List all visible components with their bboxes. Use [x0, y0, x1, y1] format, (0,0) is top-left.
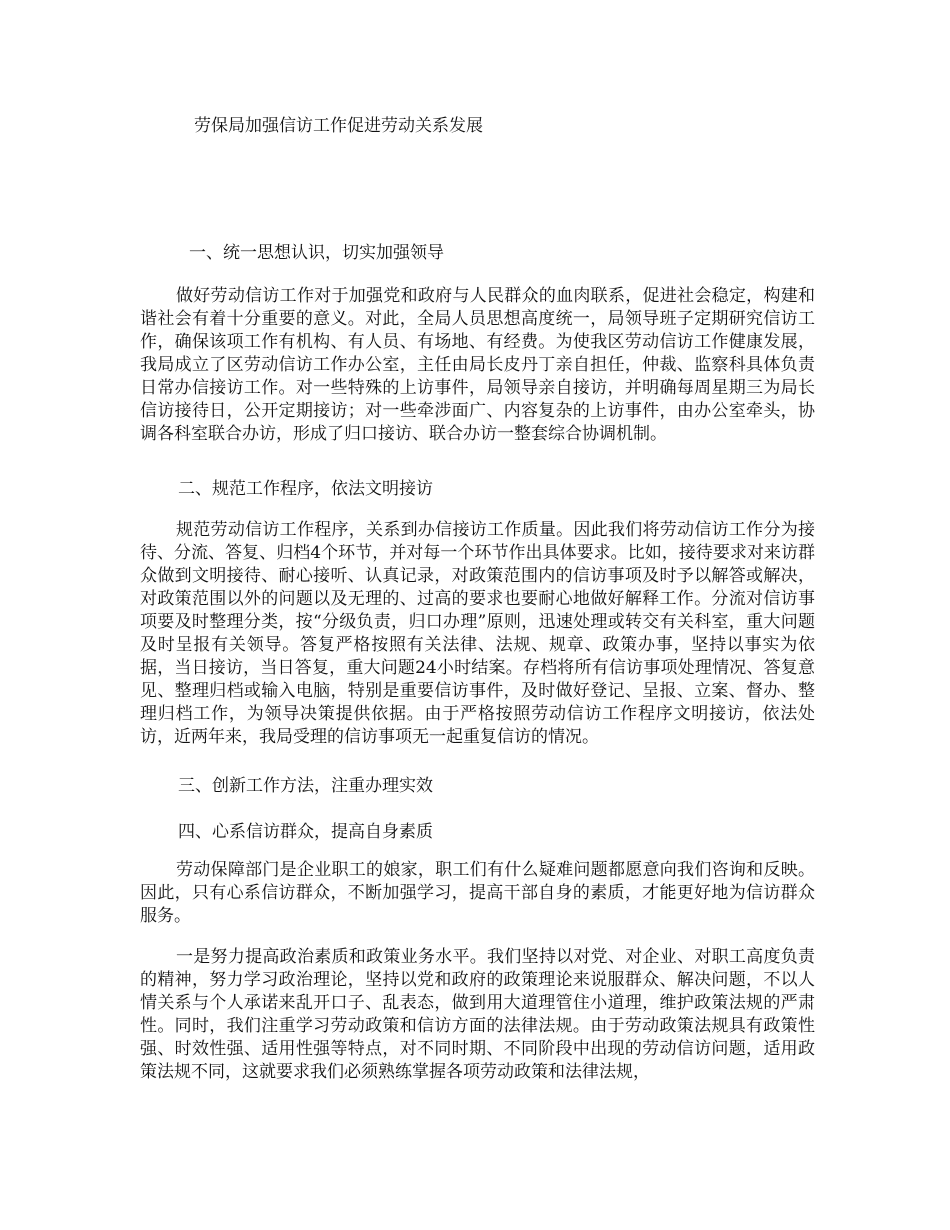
section-4-paragraph-2: 一是努力提高政治素质和政策业务水平。我们坚持以对党、对企业、对职工高度负责的精神，努力学习政治理论，坚持以党和政府的政策理论来说服群众、解决问题，不以人情关系与个人承诺来乱开口子、乱表态，做到用大道理管住小道理，维护政策法规的严肃性。同时，我们注重学习劳动政策和信访方面的法律法规。由于劳动政策法规具有政策性强、时效性强、适用性强等特点，对不同时期、不同阶段中出现的劳动信访问题，适用政策法规不同，这就要求我们必须熟练掌握各项劳动政策和法律法规，	[140, 947, 815, 1082]
section-4-paragraph-1: 劳动保障部门是企业职工的娘家，职工们有什么疑难问题都愿意向我们咨询和反映。因此，只有心系信访群众，不断加强学习，提高干部自身的素质，才能更好地为信访群众服务。	[140, 860, 815, 926]
section-heading-3: 三、创新工作方法，注重办理实效	[178, 776, 433, 796]
section-1-paragraph-1: 做好劳动信访工作对于加强党和政府与人民群众的血肉联系，促进社会稳定，构建和谐社会有着十分重要的意义。对此，全局人员思想高度统一，局领导班子定期研究信访工作，确保该项工作有机构、有人员、有场地、有经费。为使我区劳动信访工作健康发展，我局成立了区劳动信访工作办公室，主任由局长皮丹丁亲自担任，仲裁、监察科具体负责日常办信接访工作。对一些特殊的上访事件，局领导亲自接访，并明确每周星期三为局长信访接待日，公开定期接访；对一些牵涉面广、内容复杂的上访事件，由办公室牵头，协调各科室联合办访，形成了归口接访、联合办访一整套综合协调机制。	[140, 286, 815, 444]
document-title: 劳保局加强信访工作促进劳动关系发展	[194, 116, 483, 136]
section-heading-4: 四、心系信访群众，提高自身素质	[178, 822, 433, 842]
section-heading-2: 二、规范工作程序，依法文明接访	[178, 479, 433, 499]
section-heading-1: 一、统一思想认识，切实加强领导	[189, 243, 444, 263]
section-2-paragraph-1: 规范劳动信访工作程序，关系到办信接访工作质量。因此我们将劳动信访工作分为接待、分流、答复、归档4个环节，并对每一个环节作出具体要求。比如，接待要求对来访群众做到文明接待、耐心接听、认真记录，对政策范围内的信访事项及时予以解答或解决，对政策范围以外的问题以及无理的、过高的要求也要耐心地做好解释工作。分流对信访事项要及时整理分类，按“分级负责，归口办理”原则，迅速处理或转交有关科室，重大问题及时呈报有关领导。答复严格按照有关法律、法规、规章、政策办事，坚持以事实为依据，当日接访，当日答复，重大问题24小时结案。存档将所有信访事项处理情况、答复意见、整理归档或输入电脑，特别是重要信访事件，及时做好登记、呈报、立案、督办、整理归档工作，为领导决策提供依据。由于严格按照劳动信访工作程序文明接访，依法处访，近两年来，我局受理的信访事项无一起重复信访的情况。	[140, 520, 815, 747]
